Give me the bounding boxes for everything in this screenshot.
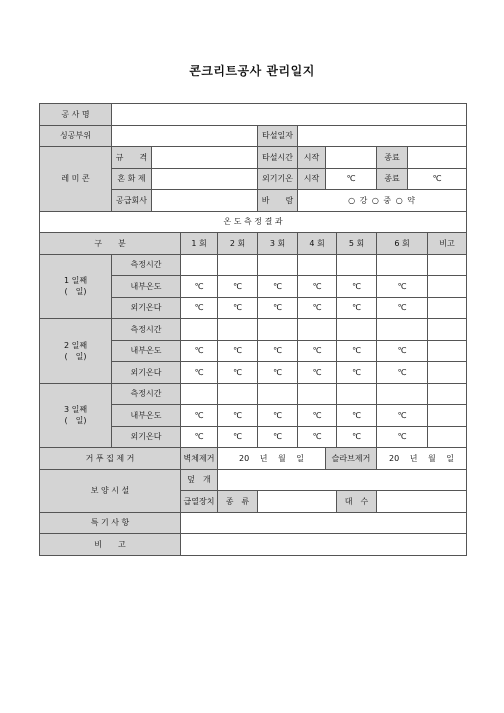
category-header: 구 분 [40,233,181,255]
temp-cell[interactable]: ℃ [218,276,258,298]
cover-field[interactable] [218,469,467,491]
supplier-field[interactable] [152,190,258,212]
temp-cell[interactable]: ℃ [181,426,218,448]
note-header: 비고 [428,233,467,255]
day-2-title: 2 일째 [63,340,88,350]
temp-cell[interactable]: ℃ [337,340,377,362]
measure-time-label: 측정시간 [112,383,181,405]
cell[interactable] [181,383,218,405]
temp-cell[interactable]: ℃ [258,340,298,362]
spec-field[interactable] [152,147,258,169]
spec-label: 규 격 [112,147,152,169]
ready-mix-label: 레 미 콘 [40,147,112,212]
cell[interactable] [337,383,377,405]
temp-cell[interactable]: ℃ [181,362,218,384]
section-label: 싱공부위 [40,125,112,147]
cell[interactable] [181,319,218,341]
round-5-header: 5 회 [337,233,377,255]
cell[interactable] [337,319,377,341]
day-1-paren: ( 일) [64,287,87,297]
temp-cell[interactable]: ℃ [181,276,218,298]
day-3-paren: ( 일) [64,416,87,426]
cell[interactable] [298,319,337,341]
temp-cell[interactable]: ℃ [337,276,377,298]
admixture-label: 혼 화 제 [112,168,152,190]
cell[interactable] [298,254,337,276]
temp-cell[interactable]: ℃ [377,297,428,319]
cell[interactable] [428,254,467,276]
internal-temp-label: 내부온도 [112,276,181,298]
wind-label: 바 람 [258,190,298,212]
pour-start-label: 시작 [298,147,326,169]
type-field[interactable] [258,491,337,513]
heating-label: 급열장치 [181,491,218,513]
pour-start-field[interactable] [326,147,377,169]
temp-cell[interactable]: ℃ [298,362,337,384]
wind-options[interactable]: ○ 강 ○ 중 ○ 약 [298,190,467,212]
cell[interactable] [377,319,428,341]
ambient-end-label: 종료 [377,168,408,190]
cell[interactable] [258,383,298,405]
day-1-label [40,254,112,319]
day-1-title: 1 일째 [63,276,88,286]
cell[interactable] [298,383,337,405]
temp-cell[interactable]: ℃ [377,362,428,384]
temp-cell[interactable]: ℃ [181,340,218,362]
wall-removal-date[interactable]: 20 년 월 일 [218,448,326,470]
project-name-label: 공 사 명 [40,104,112,126]
temp-cell[interactable]: ℃ [181,297,218,319]
project-name-field[interactable] [112,104,467,126]
slab-removal-date[interactable]: 20 년 월 일 [377,448,467,470]
cell[interactable] [258,319,298,341]
cover-label: 덮 개 [181,469,218,491]
temp-cell[interactable]: ℃ [218,340,258,362]
temp-cell[interactable]: ℃ [258,405,298,427]
cell[interactable] [181,254,218,276]
pour-date-label: 타설일자 [258,125,298,147]
temp-cell[interactable]: ℃ [298,426,337,448]
ambient-temp-label: 외기기온 [258,168,298,190]
section-field[interactable] [112,125,258,147]
ambient-start-field[interactable]: ℃ [326,168,377,190]
temp-cell[interactable]: ℃ [377,426,428,448]
wall-removal-label: 벽체제거 [181,448,218,470]
pour-date-field[interactable] [298,125,467,147]
external-temp-label: 외기온다 [112,362,181,384]
temp-cell[interactable]: ℃ [298,276,337,298]
temp-cell[interactable]: ℃ [377,276,428,298]
measure-time-label: 측정시간 [112,319,181,341]
cell[interactable] [428,297,467,319]
day-3-label [40,383,112,448]
temp-cell[interactable]: ℃ [258,276,298,298]
concrete-log-form [39,103,467,556]
temp-cell[interactable]: ℃ [377,405,428,427]
pour-time-label: 타설시간 [258,147,298,169]
supplier-label: 공급회사 [112,190,152,212]
slab-removal-label: 슬라브제거 [326,448,377,470]
pour-end-field[interactable] [408,147,467,169]
round-4-header: 4 회 [298,233,337,255]
cell[interactable] [428,383,467,405]
cell[interactable] [428,362,467,384]
temp-cell[interactable]: ℃ [337,405,377,427]
formwork-removal-label: 거 푸 집 제 거 [40,448,181,470]
cell[interactable] [337,254,377,276]
count-field[interactable] [377,491,467,513]
external-temp-label: 외기온다 [112,297,181,319]
internal-temp-label: 내부온도 [112,405,181,427]
temp-cell[interactable]: ℃ [181,405,218,427]
cell[interactable] [428,319,467,341]
temp-cell[interactable]: ℃ [218,405,258,427]
cell[interactable] [428,340,467,362]
cell[interactable] [377,383,428,405]
page-title: 콘크리트공사 관리일지 [189,64,315,78]
pour-end-label: 종료 [377,147,408,169]
temp-cell[interactable]: ℃ [218,426,258,448]
round-1-header: 1 회 [181,233,218,255]
remarks-label: 비 고 [40,534,181,556]
temp-cell[interactable]: ℃ [377,340,428,362]
external-temp-label: 외기온다 [112,426,181,448]
cell[interactable] [218,319,258,341]
count-label: 대 수 [337,491,377,513]
internal-temp-label: 내부온도 [112,340,181,362]
temp-cell[interactable]: ℃ [337,297,377,319]
remarks-field[interactable] [181,534,467,556]
cell[interactable] [218,254,258,276]
day-2-paren: ( 일) [64,351,87,361]
day-2-label [40,319,112,384]
temp-cell[interactable]: ℃ [258,426,298,448]
measure-time-label: 측정시간 [112,254,181,276]
temp-cell[interactable]: ℃ [218,362,258,384]
temp-cell[interactable]: ℃ [298,405,337,427]
cell[interactable] [428,426,467,448]
temp-cell[interactable]: ℃ [218,297,258,319]
cell[interactable] [377,254,428,276]
temp-results-heading: 온 도 측 정 결 과 [40,211,467,233]
special-notes-label: 특 기 사 항 [40,512,181,534]
round-3-header: 3 회 [258,233,298,255]
cell[interactable] [258,254,298,276]
ambient-end-field[interactable]: ℃ [408,168,467,190]
temp-cell[interactable]: ℃ [258,297,298,319]
cell[interactable] [428,405,467,427]
curing-label: 보 양 시 설 [40,469,181,512]
round-2-header: 2 회 [218,233,258,255]
type-label: 종 류 [218,491,258,513]
temp-cell[interactable]: ℃ [337,362,377,384]
temp-cell[interactable]: ℃ [298,340,337,362]
cell[interactable] [218,383,258,405]
admixture-field[interactable] [152,168,258,190]
day-3-title: 3 일째 [63,405,88,415]
round-6-header: 6 회 [377,233,428,255]
temp-cell[interactable]: ℃ [258,362,298,384]
temp-cell[interactable]: ℃ [337,426,377,448]
temp-cell[interactable]: ℃ [298,297,337,319]
ambient-start-label: 시작 [298,168,326,190]
special-notes-field[interactable] [181,512,467,534]
cell[interactable] [428,276,467,298]
